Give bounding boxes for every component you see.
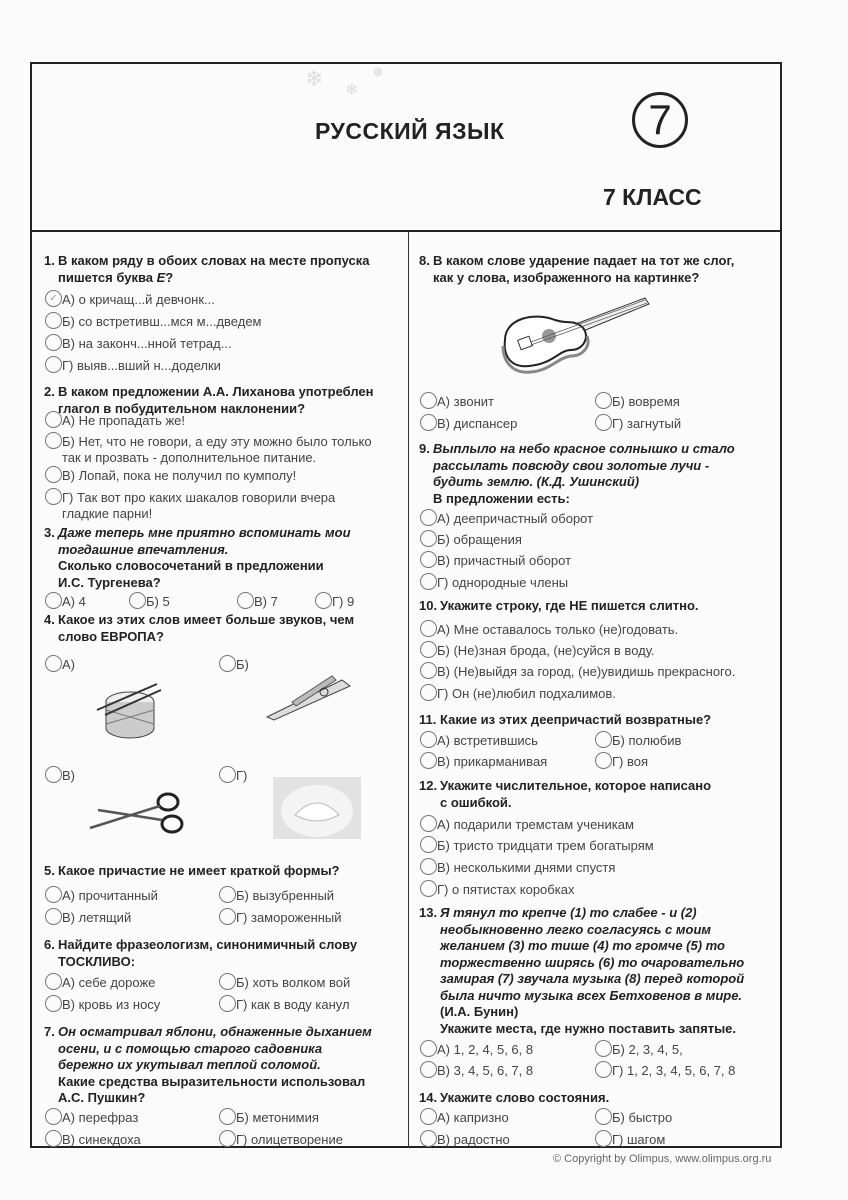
quoted-sentence: Выплыло на небо красное солнышко и стало рассылать повсюду свои золотые лучи - будить землю. (К.Д. Ушинский) [433,441,735,489]
answer-option-q10-4[interactable] [420,686,616,702]
question-text [419,1090,779,1107]
radio-circle-icon[interactable] [420,392,437,409]
radio-circle-icon[interactable] [595,752,612,769]
question-number: 7. [44,1024,55,1039]
answer-option-q5-2[interactable] [219,888,334,904]
radio-circle-icon[interactable] [420,880,437,897]
answer-option-q9-4[interactable] [420,575,568,591]
question-text [419,598,779,615]
radio-circle-icon[interactable] [420,551,437,568]
answer-option-q9-3[interactable] [420,553,571,569]
option-label: Б) обращения [437,532,522,547]
question-number: 13. [419,905,438,920]
question-8 [419,253,779,286]
answer-option-q13-1[interactable] [420,1042,533,1058]
question-text [419,712,779,729]
option-label: Г) 1, 2, 3, 4, 5, 6, 7, 8 [612,1063,736,1078]
radio-circle-icon[interactable] [45,886,62,903]
radio-circle-icon[interactable] [219,1108,236,1125]
question-number: 6. [44,937,55,952]
question-number: 9. [419,441,430,456]
answer-option-q13-4[interactable] [595,1063,735,1079]
radio-circle-icon[interactable] [595,414,612,431]
answer-option-q2-2[interactable] [45,434,372,466]
option-label: А) капризно [437,1110,509,1125]
radio-circle-icon[interactable] [129,592,146,609]
radio-circle-icon[interactable] [219,973,236,990]
grade-number-circle: 7 [632,92,688,148]
question-14 [419,1090,779,1107]
prompt-text: Найдите фразеологизм, синонимичный слову ТОСКЛИВО: [58,937,358,969]
radio-circle-icon[interactable] [420,662,437,679]
question-text [44,937,404,970]
answer-option-q1-4[interactable] [45,358,221,374]
answer-option-q4-3[interactable] [45,768,75,784]
quoted-sentence: Даже теперь мне приятно вспоминать мои тогдашние впечатления. [58,525,351,557]
answer-option-q6-3[interactable] [45,997,160,1013]
prompt-text: Какие из этих деепричастий возвратные? [440,712,712,727]
radio-circle-icon[interactable] [420,641,437,658]
subject-title: РУССКИЙ ЯЗЫК [315,118,505,144]
prompt-text: В каком слове ударение падает на тот же слог, как у слова, изображенного на картинке? [433,253,735,285]
radio-circle-icon[interactable] [219,886,236,903]
option-label: В) [62,768,75,783]
option-label: Г) олицетворение [236,1132,343,1147]
snowflake-icon: ❄ [345,82,359,99]
radio-circle-icon[interactable] [45,973,62,990]
answer-option-q7-4[interactable] [219,1132,343,1148]
option-label: А) 4 [62,594,86,609]
option-label: В) (Не)выйдя за город, (не)увидишь прекрасного. [437,664,736,679]
snowflake-icon: ❄ [305,66,324,91]
prompt-text: Какое из этих слов имеет больше звуков, чем слово ЕВРОПА? [58,612,355,644]
question-number: 2. [44,384,55,399]
answer-option-q8-4[interactable] [595,416,681,432]
question-text [44,1024,404,1107]
question-number: 8. [419,253,430,268]
answer-option-q12-3[interactable] [420,860,615,876]
question-12 [419,778,779,811]
option-label: Г) шагом [612,1132,666,1147]
answer-option-q13-3[interactable] [420,1063,533,1079]
radio-circle-icon[interactable] [595,392,612,409]
answer-option-q14-3[interactable] [420,1132,510,1148]
answer-option-q8-3[interactable] [420,416,517,432]
question-text [44,525,404,591]
option-label: Б) 5 [146,594,170,609]
answer-option-q5-1[interactable] [45,888,158,904]
answer-option-q9-2[interactable] [420,532,522,548]
radio-circle-icon[interactable] [219,1130,236,1147]
option-label: В) 7 [254,594,278,609]
answer-option-q6-4[interactable] [219,997,350,1013]
clothespin-image [262,672,357,722]
option-label: Г) загнутый [612,416,682,431]
option-label: Г) однородные члены [437,575,569,590]
option-label: Б) хоть волком вой [236,975,351,990]
option-label: Г) Так вот про каких шакалов говорили вчера гладкие парни! [62,490,336,521]
answer-option-q3-2[interactable] [129,594,170,610]
answer-option-q2-4[interactable] [45,490,335,522]
grade-label: 7 КЛАСС [603,184,702,210]
option-label: А) себе дороже [62,975,156,990]
radio-circle-icon[interactable] [420,620,437,637]
prompt-text: ? [165,269,174,285]
radio-circle-icon[interactable] [420,731,437,748]
question-text [419,441,779,507]
question-number: 1. [44,253,55,268]
radio-circle-icon[interactable] [45,356,62,373]
radio-circle-icon[interactable] [219,908,236,925]
answer-option-q10-1[interactable] [420,622,678,638]
radio-circle-icon[interactable] [45,1108,62,1125]
radio-circle-icon[interactable] [420,573,437,590]
question-text [419,905,779,1037]
question-text [44,612,404,645]
question-text [419,253,779,286]
option-label: В) Лопай, пока не получил по кумполу! [62,468,297,483]
option-label: Б) быстро [612,1110,673,1125]
question-5 [44,863,404,880]
answer-option-q11-3[interactable] [420,754,547,770]
answer-option-q10-3[interactable] [420,664,735,680]
answer-option-q4-1[interactable] [45,657,75,673]
option-label: А) перефраз [62,1110,139,1125]
answer-option-q6-1[interactable] [45,975,155,991]
option-label: Г) воя [612,754,649,769]
radio-circle-icon[interactable] [45,592,62,609]
prompt-text: Какое причастие не имеет краткой формы? [58,863,340,878]
answer-option-q2-3[interactable] [45,468,296,484]
quoted-sentence: Я тянул то крепче (1) то слабее - и (2) необыкновенно легко согласуясь с моим желанием (3) то тише (4) то громче (5) то торжественно ширясь (6) то очаровательно замирая (7) звучала музыка (8) перед которой была ничто музыка всех Бетховенов в мире. [440,905,745,1003]
option-label: В) 3, 4, 5, 6, 7, 8 [437,1063,534,1078]
option-label: Г) замороженный [236,910,342,925]
answer-option-q3-1[interactable] [45,594,86,610]
radio-circle-icon[interactable] [420,1040,437,1057]
option-label: А) Мне оставалось только (не)годовать. [437,622,679,637]
option-label: Б) полюбив [612,733,682,748]
radio-circle-icon[interactable] [45,655,62,672]
radio-circle-icon[interactable] [420,530,437,547]
option-label: Г) 9 [332,594,355,609]
guitar-image [495,290,655,375]
answer-option-q11-2[interactable] [595,733,681,749]
radio-circle-icon[interactable] [45,411,62,428]
option-label: А) звонит [437,394,494,409]
question-number: 3. [44,525,55,540]
option-label: Б) [236,657,249,672]
prompt-text: Укажите строку, где НЕ пишется слитно. [440,598,699,613]
option-label: В) несколькими днями спустя [437,860,616,875]
option-label: А) о кричащ...й девчонк... [62,292,215,307]
option-label: В) причастный оборот [437,553,572,568]
question-4 [44,612,404,645]
option-label: А) 1, 2, 4, 5, 6, 8 [437,1042,534,1057]
dumpling-image [273,777,361,839]
option-label: Б) тристо тридцати трем богатырям [437,838,654,853]
option-label: А) прочитанный [62,888,158,903]
radio-circle-icon[interactable] [45,334,62,351]
option-label: В) летящий [62,910,132,925]
radio-circle-icon[interactable] [595,1130,612,1147]
option-label: Б) вовремя [612,394,680,409]
question-number: 12. [419,778,438,793]
prompt-text: (И.А. Бунин) Укажите места, где нужно поставить запятые. [440,1004,737,1036]
option-label: Б) 2, 3, 4, 5, [612,1042,683,1057]
answer-option-q8-1[interactable] [420,394,494,410]
answer-option-q4-2[interactable] [219,657,249,673]
option-label: А) подарили тремстам ученикам [437,817,634,832]
quoted-sentence: Е [156,269,166,285]
option-label: Б) вызубренный [236,888,335,903]
question-11 [419,712,779,729]
question-6 [44,937,404,970]
question-text [44,863,404,880]
answer-option-q11-1[interactable] [420,733,538,749]
radio-circle-icon[interactable] [45,466,62,483]
answer-option-q14-4[interactable] [595,1132,665,1148]
radio-circle-icon[interactable] [45,488,62,505]
drum-image [95,680,165,745]
answer-option-q10-2[interactable] [420,643,655,659]
radio-circle-icon[interactable] [219,766,236,783]
answer-option-q5-4[interactable] [219,910,342,926]
radio-circle-icon[interactable] [595,1061,612,1078]
scissors-image [88,788,188,840]
question-number: 4. [44,612,55,627]
question-9 [419,441,779,507]
prompt-text: Сколько словосочетаний в предложении И.С. Тургенева? [58,558,324,590]
answer-option-q7-1[interactable] [45,1110,138,1126]
radio-circle-icon[interactable] [315,592,332,609]
option-label: Г) как в воду канул [236,997,350,1012]
question-number: 14. [419,1090,438,1105]
option-label: В) диспансер [437,416,518,431]
radio-circle-icon[interactable] [237,592,254,609]
answer-option-q1-1[interactable] [45,292,215,308]
radio-circle-icon[interactable] [420,414,437,431]
option-label: Б) (Не)зная брода, (не)суйся в воду. [437,643,655,658]
answer-option-q7-3[interactable] [45,1132,141,1148]
question-text [419,778,779,811]
option-label: Б) метонимия [236,1110,319,1125]
prompt-text: В предложении есть: [433,490,570,506]
option-label: Г) о пятистах коробках [437,882,575,897]
radio-circle-icon[interactable] [45,1130,62,1147]
prompt-text: Укажите числительное, которое написано с ошибкой. [440,778,712,810]
answer-option-q7-2[interactable] [219,1110,319,1126]
radio-circle-icon[interactable] [219,655,236,672]
question-number: 5. [44,863,55,878]
option-label: Г) Он (не)любил подхалимов. [437,686,616,701]
question-text [44,253,404,286]
radio-circle-icon[interactable] [45,432,62,449]
option-label: В) кровь из носу [62,997,161,1012]
radio-circle-icon[interactable] [420,684,437,701]
answer-option-q1-2[interactable] [45,314,262,330]
question-number: 11. [419,712,437,727]
question-1 [44,253,404,286]
radio-circle-icon[interactable] [45,312,62,329]
answer-option-q11-4[interactable] [595,754,648,770]
radio-circle-icon[interactable] [420,509,437,526]
option-label: А) Не пропадать же! [62,413,186,428]
radio-circle-icon[interactable] [45,908,62,925]
radio-circle-icon[interactable] [420,752,437,769]
radio-circle-icon[interactable] [420,815,437,832]
option-label: Б) со встретивш...мся м...дведем [62,314,262,329]
option-label: В) радостно [437,1132,510,1147]
radio-circle-icon[interactable] [420,858,437,875]
answer-option-q14-2[interactable] [595,1110,672,1126]
option-label: Г) выяв...вший н...доделки [62,358,221,373]
radio-circle-icon[interactable] [595,1108,612,1125]
option-label: В) синекдоха [62,1132,141,1147]
prompt-text: В каком ряду в обоих словах на месте пропуска пишется буква [58,253,370,285]
question-10 [419,598,779,615]
question-3 [44,525,404,591]
prompt-text: В каком предложении А.А. Лиханова употреблен глагол в побудительном наклонении? [58,384,374,416]
question-number: 10. [419,598,438,613]
answer-option-q2-1[interactable] [45,413,185,429]
radio-circle-icon[interactable] [420,1061,437,1078]
option-label: Б) Нет, что не говори, а еду эту можно было только так и прозвать - дополнительное питание. [62,434,372,465]
question-7 [44,1024,404,1107]
radio-circle-icon[interactable] [219,995,236,1012]
answer-option-q1-3[interactable] [45,336,232,352]
answer-option-q3-3[interactable] [237,594,278,610]
answer-option-q4-4[interactable] [219,768,247,784]
radio-circle-icon[interactable] [595,731,612,748]
answer-option-q12-1[interactable] [420,817,634,833]
answer-option-q12-2[interactable] [420,838,654,854]
option-label: В) прикарманивая [437,754,548,769]
answer-option-q6-2[interactable] [219,975,350,991]
snowflake-icon: ❅ [372,64,384,80]
column-divider [408,232,409,1148]
option-label: Г) [236,768,248,783]
radio-circle-icon[interactable]: ✓ [45,290,62,307]
quoted-sentence: Он осматривал яблони, обнаженные дыханием осени, и с помощью старого садовника бережно их укутывал теплой соломой. [58,1024,372,1072]
option-label: А) деепричастный оборот [437,511,594,526]
radio-circle-icon[interactable] [45,995,62,1012]
option-label: В) на законч...нной тетрад... [62,336,232,351]
prompt-text: Укажите слово состояния. [440,1090,610,1105]
answer-option-q3-4[interactable] [315,594,354,610]
radio-circle-icon[interactable] [420,836,437,853]
answer-option-q8-2[interactable] [595,394,680,410]
radio-circle-icon[interactable] [45,766,62,783]
option-label: А) [62,657,75,672]
radio-circle-icon[interactable] [420,1108,437,1125]
question-13 [419,905,779,1037]
answer-option-q12-4[interactable] [420,882,574,898]
radio-circle-icon[interactable] [420,1130,437,1147]
copyright: © Copyright by Olimpus, www.olimpus.org.ru [553,1153,772,1165]
radio-circle-icon[interactable] [595,1040,612,1057]
prompt-text: Какие средства выразительности использовал А.С. Пушкин? [58,1073,366,1105]
option-label: А) встретившись [437,733,538,748]
answer-option-q9-1[interactable] [420,511,593,527]
answer-option-q13-2[interactable] [595,1042,683,1058]
answer-option-q14-1[interactable] [420,1110,509,1126]
answer-option-q5-3[interactable] [45,910,131,926]
